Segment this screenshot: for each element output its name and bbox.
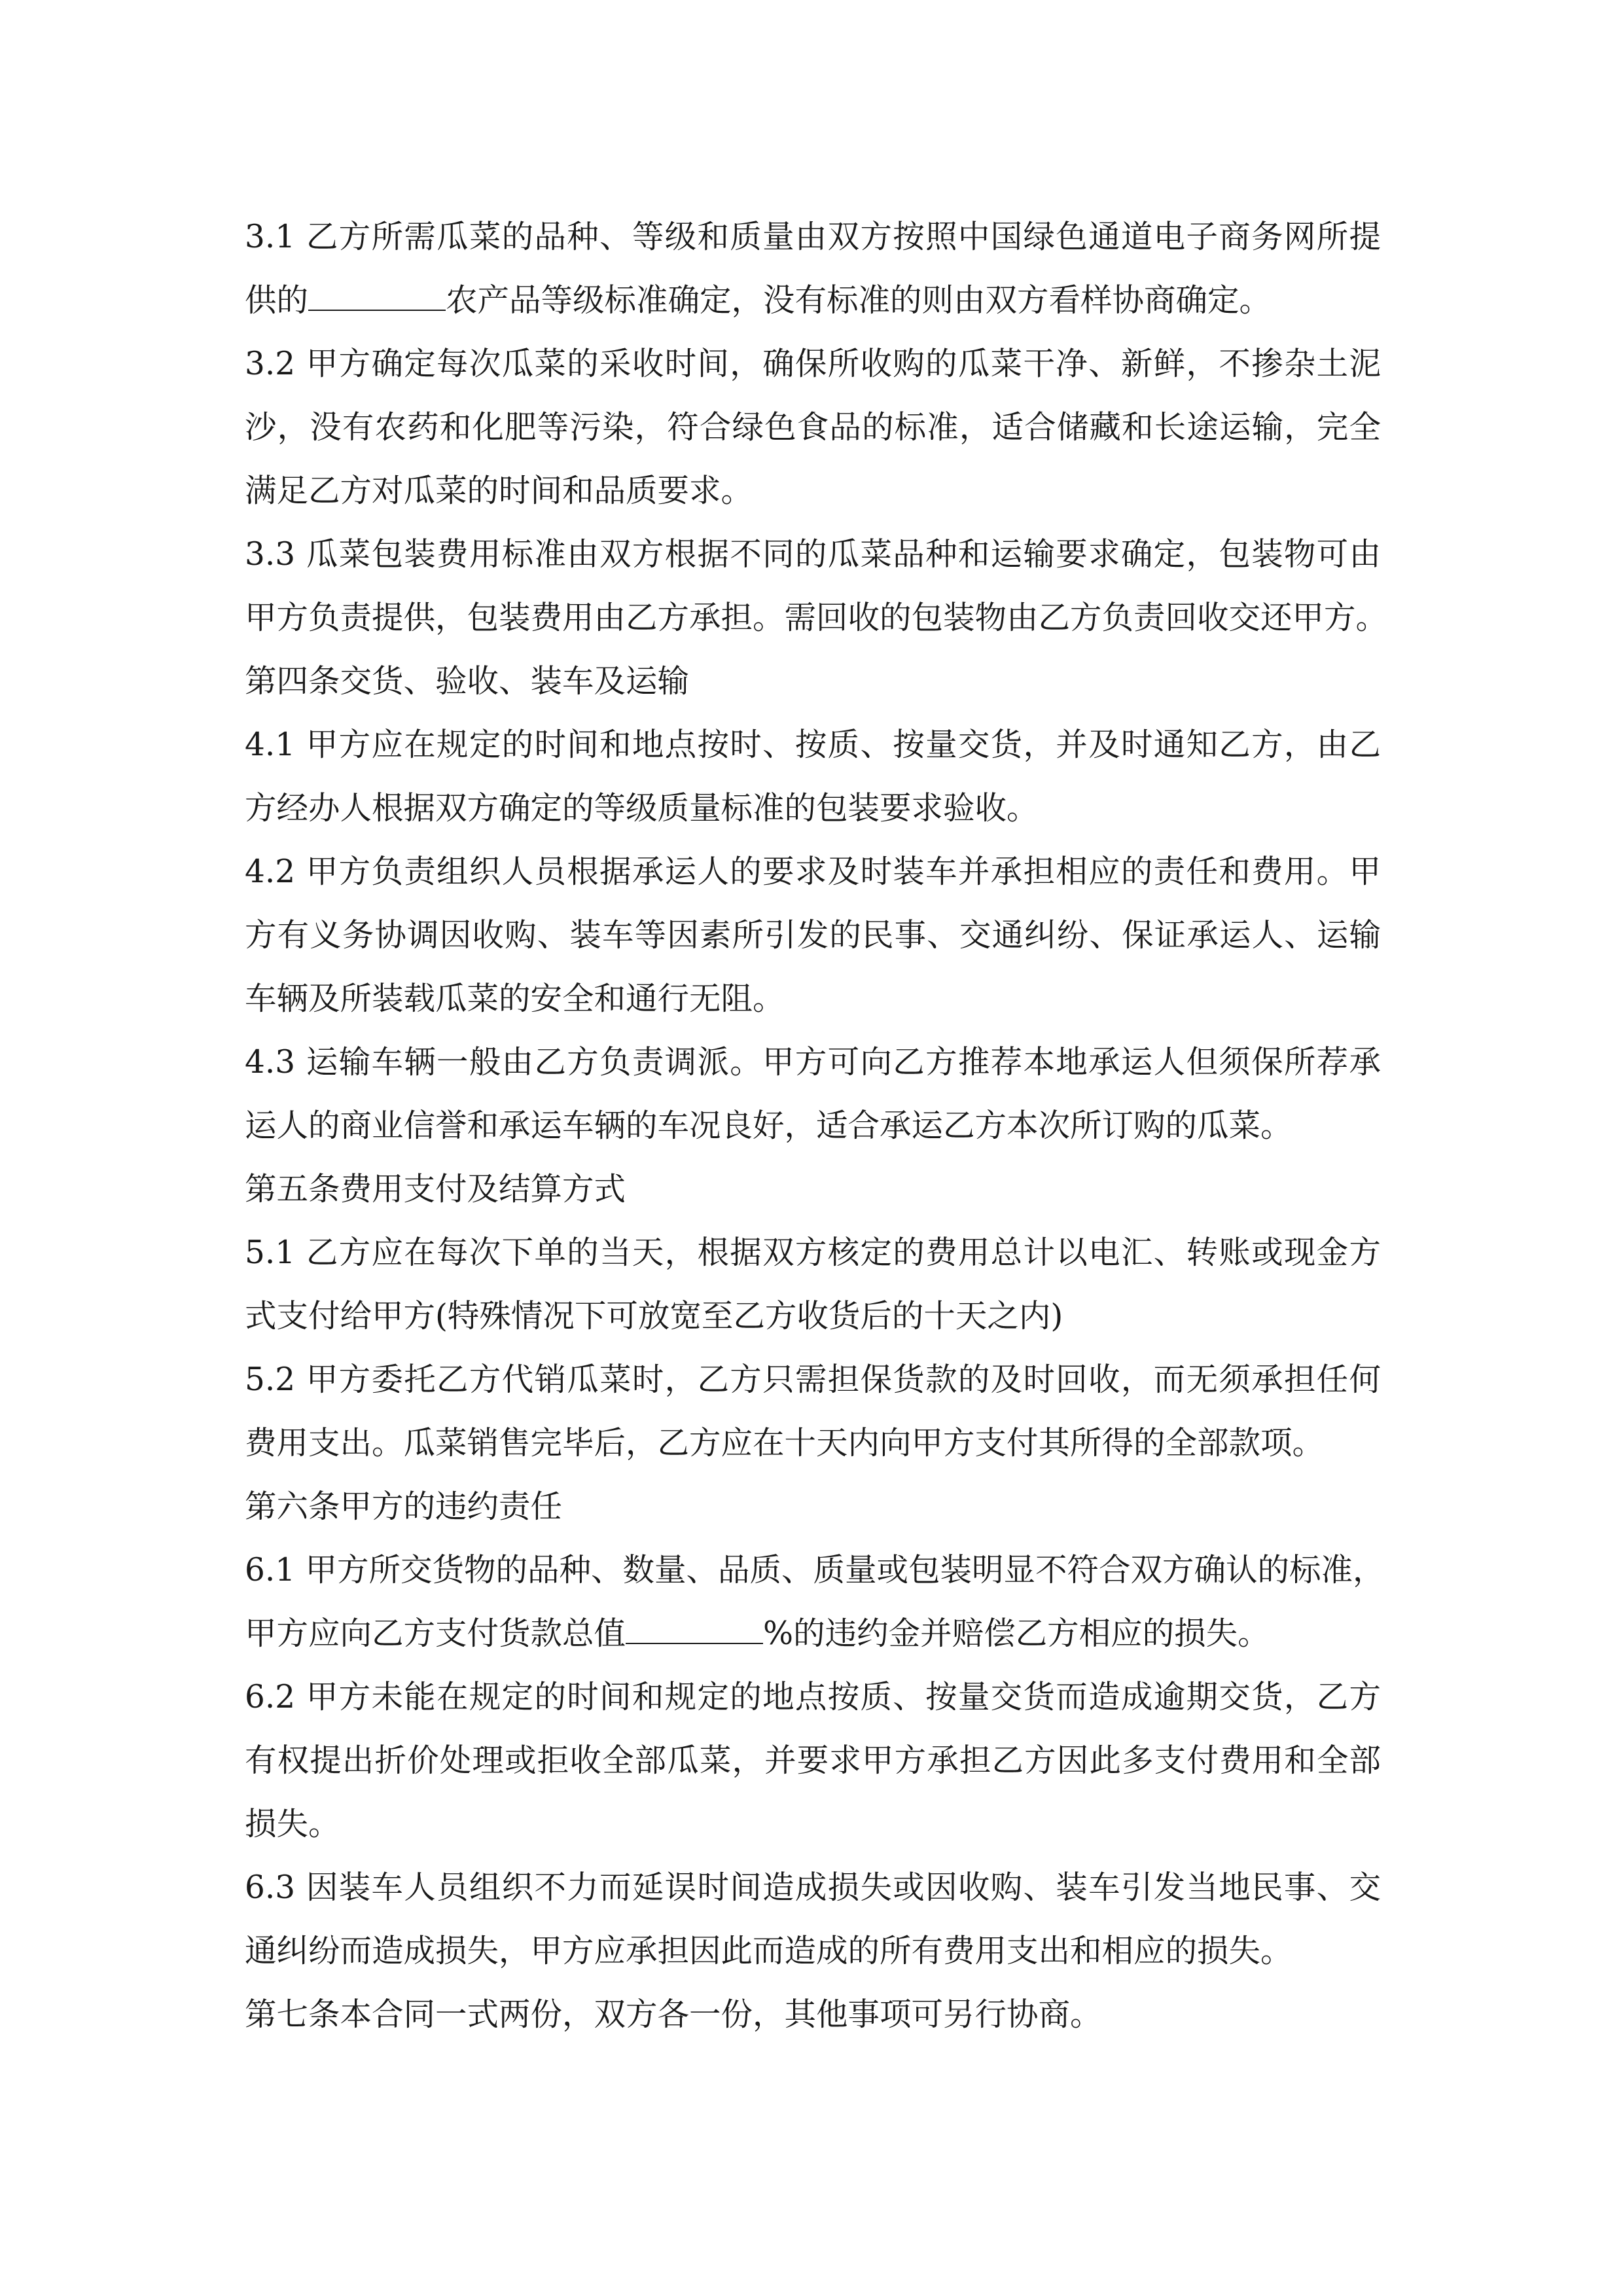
blank-field [626, 1609, 763, 1644]
text-line: 3.1 乙方所需瓜菜的品种、等级和质量由双方按照中国绿色通道电子商务网所提 [245, 219, 1381, 255]
text-fragment: 甲方应向乙方支付货款总值 [245, 1615, 626, 1652]
text-line: 方有义务协调因收购、装车等因素所引发的民事、交通纠纷、保证承运人、运输 [245, 917, 1381, 954]
text-line: 费用支出。瓜菜销售完毕后，乙方应在十天内向甲方支付其所得的全部款项。 [245, 1425, 1325, 1462]
text-line: 车辆及所装载瓜菜的安全和通行无阻。 [245, 980, 785, 1017]
text-line: 4.1 甲方应在规定的时间和地点按时、按质、按量交货，并及时通知乙方，由乙 [245, 726, 1381, 763]
text-line: 通纠纷而造成损失，甲方应承担因此而造成的所有费用支出和相应的损失。 [245, 1933, 1293, 1969]
text-line [245, 274, 1271, 327]
text-line: 5.1 乙方应在每次下单的当天，根据双方核定的费用总计以电汇、转账或现金方 [245, 1234, 1381, 1271]
text-line: 3.3 瓜菜包装费用标准由双方根据不同的瓜菜品种和运输要求确定，包装物可由 [245, 536, 1381, 573]
section-heading: 第四条交货、验收、装车及运输 [245, 663, 690, 700]
text-line: 4.3 运输车辆一般由乙方负责调派。甲方可向乙方推荐本地承运人但须保所荐承 [245, 1044, 1381, 1081]
text-fragment: %的违约金并赔偿乙方相应的损失。 [763, 1615, 1270, 1652]
text-line: 6.3 因装车人员组织不力而延误时间造成损失或因收购、装车引发当地民事、交 [245, 1869, 1381, 1906]
text-line: 沙，没有农药和化肥等污染，符合绿色食品的标准，适合储藏和长途运输，完全 [245, 409, 1381, 446]
text-line: 满足乙方对瓜菜的时间和品质要求。 [245, 473, 753, 509]
blank-field [308, 276, 446, 311]
text-line: 3.2 甲方确定每次瓜菜的采收时间，确保所收购的瓜菜干净、新鲜，不掺杂土泥 [245, 346, 1381, 382]
text-fragment: 农产品等级标准确定，没有标准的则由双方看样协商确定。 [446, 282, 1272, 319]
text-line [245, 1607, 1270, 1660]
text-line: 运人的商业信誉和承运车辆的车况良好，适合承运乙方本次所订购的瓜菜。 [245, 1107, 1293, 1144]
text-fragment: 供的 [245, 282, 309, 319]
text-line: 甲方负责提供，包装费用由乙方承担。需回收的包装物由乙方负责回收交还甲方。 [245, 600, 1388, 636]
section-heading: 第五条费用支付及结算方式 [245, 1171, 626, 1208]
text-line: 方经办人根据双方确定的等级质量标准的包装要求验收。 [245, 790, 1039, 827]
text-line: 有权提出折价处理或拒收全部瓜菜，并要求甲方承担乙方因此多支付费用和全部 [245, 1742, 1381, 1779]
text-line: 6.1 甲方所交货物的品种、数量、品质、质量或包装明显不符合双方确认的标准， [245, 1552, 1385, 1588]
text-line: 6.2 甲方未能在规定的时间和规定的地点按质、按量交货而造成逾期交货，乙方 [245, 1679, 1381, 1715]
text-line: 5.2 甲方委托乙方代销瓜菜时，乙方只需担保货款的及时回收，而无须承担任何 [245, 1361, 1381, 1398]
text-line: 损失。 [245, 1806, 340, 1842]
section-heading: 第六条甲方的违约责任 [245, 1488, 563, 1525]
text-line: 式支付给甲方(特殊情况下可放宽至乙方收货后的十天之内) [245, 1298, 1063, 1335]
section-heading: 第七条本合同一式两份，双方各一份，其他事项可另行协商。 [245, 1996, 1102, 2033]
text-line: 4.2 甲方负责组织人员根据承运人的要求及时装车并承担相应的责任和费用。甲 [245, 853, 1381, 890]
